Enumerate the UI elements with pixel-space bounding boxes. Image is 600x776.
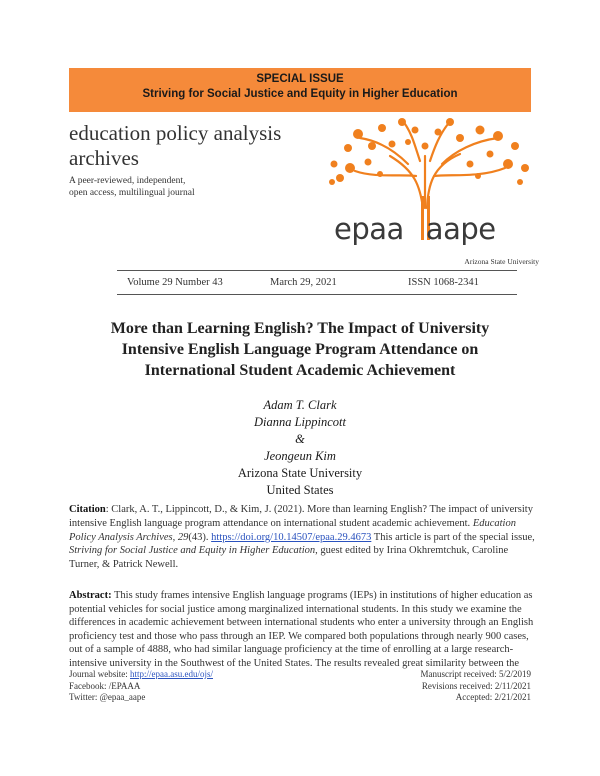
issue-date: March 29, 2021	[270, 277, 337, 288]
special-issue-title: Striving for Social Justice and Equity in Higher Education	[142, 88, 458, 100]
citation-text-1: : Clark, A. T., Lippincott, D., & Kim, J. (2021). More than learning English? The impact of university intensive English language program attendance on international student academic achievement.	[69, 504, 533, 529]
abstract-text: This study frames intensive English language programs (IEPs) in institutions of higher education as potential vehicles for social justice among marginalized international students. In this study we examine the differences in academic achievement between international students who enter a university through an English proficiency test and those who pass through an IEP. We compared both populations through nearly 900 cases, out of a sample of 4888, who had similar language proficiency at the time of enrolling at a large research-intensive university in the Southwest of the United States. The results revealed great similarity between the	[69, 590, 534, 669]
footer-facebook: Facebook: /EPAAA	[69, 680, 141, 691]
footer-revisions: Revisions received: 2/11/2021	[421, 680, 531, 691]
logo-aape: aape	[425, 212, 496, 246]
citation-text-2: (43).	[188, 531, 212, 543]
citation-label: Citation	[69, 504, 106, 515]
footer-twitter: Twitter: @epaa_aape	[69, 692, 146, 702]
paper-title	[80, 318, 520, 381]
citation-text-4: , guest edited by Irina Okhremtchuk, Caroline Turner, & Patrick Newell.	[69, 545, 509, 571]
author-affiliation: Arizona State University	[237, 466, 363, 480]
issue-volume: Volume 29 Number 43	[127, 277, 223, 288]
citation-special-issue: Striving for Social Justice and Equity in Higher Education	[69, 545, 316, 557]
citation-paragraph	[69, 503, 535, 572]
journal-tagline	[69, 175, 269, 199]
author-3: Jeongeun Kim	[264, 449, 336, 463]
abstract-label: Abstract:	[69, 590, 112, 601]
citation-journal: Education Policy Analysis Archives, 29	[69, 517, 516, 543]
journal-title	[69, 121, 319, 171]
footer-website	[69, 669, 213, 681]
paper-title-line2: Intensive English Language Program Attendance on	[121, 341, 479, 358]
logo-wordmark	[334, 212, 496, 246]
journal-title-line1: education policy analysis	[69, 121, 282, 145]
paper-title-line3: International Student Academic Achievement	[144, 362, 456, 379]
footer-website-label: Journal website:	[69, 669, 130, 679]
logo-university: Arizona State University	[464, 257, 539, 266]
author-block	[0, 397, 600, 499]
author-ampersand: &	[295, 432, 305, 446]
tagline-line2: open access, multilingual journal	[69, 188, 195, 198]
abstract-paragraph	[69, 589, 535, 669]
author-1: Adam T. Clark	[263, 398, 337, 412]
special-issue-banner	[69, 68, 531, 112]
footer-accepted: Accepted: 2/21/2021	[455, 692, 531, 702]
issue-rule-bottom	[117, 294, 517, 295]
logo-epaa: epaa	[334, 212, 404, 246]
footer-received: Manuscript received: 5/2/2019	[420, 669, 531, 679]
footer-right	[421, 669, 531, 704]
issue-rule-top	[117, 270, 517, 271]
website-link[interactable]: http://epaa.asu.edu/ojs/	[130, 669, 213, 679]
issue-issn: ISSN 1068-2341	[408, 277, 479, 288]
special-issue-label: SPECIAL ISSUE	[256, 73, 344, 85]
author-2: Dianna Lippincott	[253, 415, 347, 429]
paper-title-line1: More than Learning English? The Impact of University	[110, 320, 490, 337]
tagline-line1: A peer-reviewed, independent,	[69, 176, 186, 186]
journal-title-line2: archives	[69, 146, 139, 170]
doi-link[interactable]: https://doi.org/10.14507/epaa.29.4673	[211, 531, 372, 543]
citation-text-3: This article is part of the special issue,	[371, 531, 535, 543]
author-country: United States	[266, 483, 334, 497]
footer-left	[69, 669, 213, 704]
